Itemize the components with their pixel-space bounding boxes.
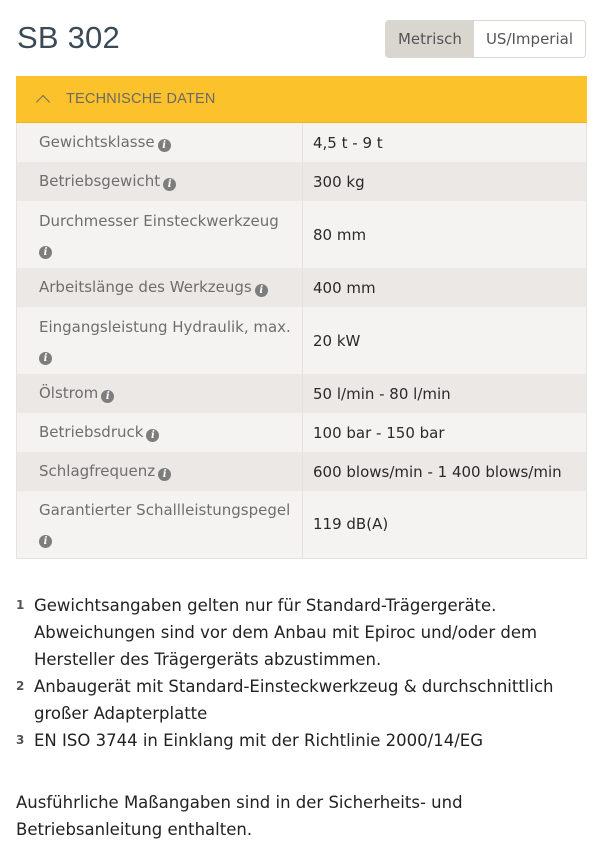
- info-icon[interactable]: i: [101, 390, 114, 403]
- spec-value: 119 dB(A): [313, 515, 389, 534]
- spec-label: [17, 452, 303, 491]
- spec-label-text: Arbeitslänge des Werkzeugs: [39, 278, 252, 296]
- page-title: SB 302: [17, 20, 120, 55]
- spec-label: [17, 374, 303, 413]
- info-icon[interactable]: i: [163, 178, 176, 191]
- footnote-text: Gewichtsangaben gelten nur für Standard-Trägergeräte. Abweichungen sind vor dem Anbau mit Epiroc und/oder dem Hersteller des Trägergeräts abzustimmen.: [34, 596, 538, 669]
- chevron-up-icon: [36, 94, 50, 108]
- spec-label-text: Betriebsdruck: [39, 423, 144, 441]
- spec-label: [17, 123, 303, 162]
- spec-value: 80 mm: [313, 225, 367, 244]
- spec-label-text: Eingangsleistung Hydraulik, max.: [39, 317, 291, 336]
- unit-toggle: [385, 20, 586, 58]
- accordion-header[interactable]: [16, 76, 587, 123]
- unit-option-metric[interactable]: Metrisch: [386, 21, 474, 57]
- footnote-text: EN ISO 3744 in Einklang mit der Richtlinie 2000/14/EG: [34, 731, 483, 750]
- info-icon[interactable]: i: [39, 535, 52, 548]
- table-row: [17, 374, 587, 413]
- info-icon[interactable]: i: [255, 284, 268, 297]
- info-icon[interactable]: i: [39, 246, 52, 259]
- spec-label: [17, 491, 303, 558]
- table-row: [17, 123, 587, 162]
- technical-data-accordion: [16, 76, 587, 559]
- spec-label-text: Garantierter Schallleistungspegel: [39, 501, 291, 520]
- footnote-item: [16, 592, 576, 673]
- info-icon[interactable]: i: [146, 429, 159, 442]
- footnote-item: [16, 673, 576, 727]
- specs-table: [16, 123, 587, 559]
- info-icon[interactable]: i: [158, 139, 171, 152]
- spec-label: [17, 201, 303, 268]
- spec-label: [17, 413, 303, 452]
- table-row: [17, 491, 587, 558]
- table-row: [17, 413, 587, 452]
- footnote-number: 2: [16, 679, 25, 693]
- spec-label: [17, 307, 303, 374]
- footnote-text: Anbaugerät mit Standard-Einsteckwerkzeug & durchschnittlich großer Adapterplatte: [34, 677, 554, 723]
- spec-value: 20 kW: [313, 331, 361, 350]
- table-row: [17, 452, 587, 491]
- table-row: [17, 307, 587, 374]
- page-header: [17, 18, 586, 60]
- unit-option-imperial[interactable]: US/Imperial: [474, 21, 585, 57]
- table-row: [17, 268, 587, 307]
- footer-note: Ausführliche Maßangaben sind in der Sicherheits- und Betriebsanleitung enthalten.: [16, 793, 463, 839]
- table-row: [17, 162, 587, 201]
- spec-value: 100 bar - 150 bar: [313, 423, 445, 442]
- spec-label-text: Gewichtsklasse: [39, 133, 155, 151]
- spec-value: 50 l/min - 80 l/min: [313, 384, 451, 403]
- info-icon[interactable]: i: [158, 468, 171, 481]
- spec-value: 600 blows/min - 1 400 blows/min: [313, 462, 562, 481]
- table-row: [17, 201, 587, 268]
- footnote-number: 3: [16, 733, 25, 747]
- spec-value: 400 mm: [313, 278, 376, 297]
- footnotes-list: [16, 592, 576, 754]
- spec-label: [17, 268, 303, 307]
- footnote-number: 1: [16, 598, 25, 612]
- spec-label-text: Durchmesser Einsteckwerkzeug: [39, 211, 279, 230]
- spec-label: [17, 162, 303, 201]
- footnote-item: [16, 727, 576, 754]
- spec-value: 4,5 t - 9 t: [313, 133, 383, 152]
- spec-label-text: Betriebsgewicht: [39, 172, 161, 190]
- accordion-title: TECHNISCHE DATEN: [66, 91, 216, 107]
- info-icon[interactable]: i: [39, 352, 52, 365]
- spec-label-text: Ölstrom: [39, 384, 99, 402]
- spec-value: 300 kg: [313, 172, 365, 191]
- spec-label-text: Schlagfrequenz: [39, 462, 156, 480]
